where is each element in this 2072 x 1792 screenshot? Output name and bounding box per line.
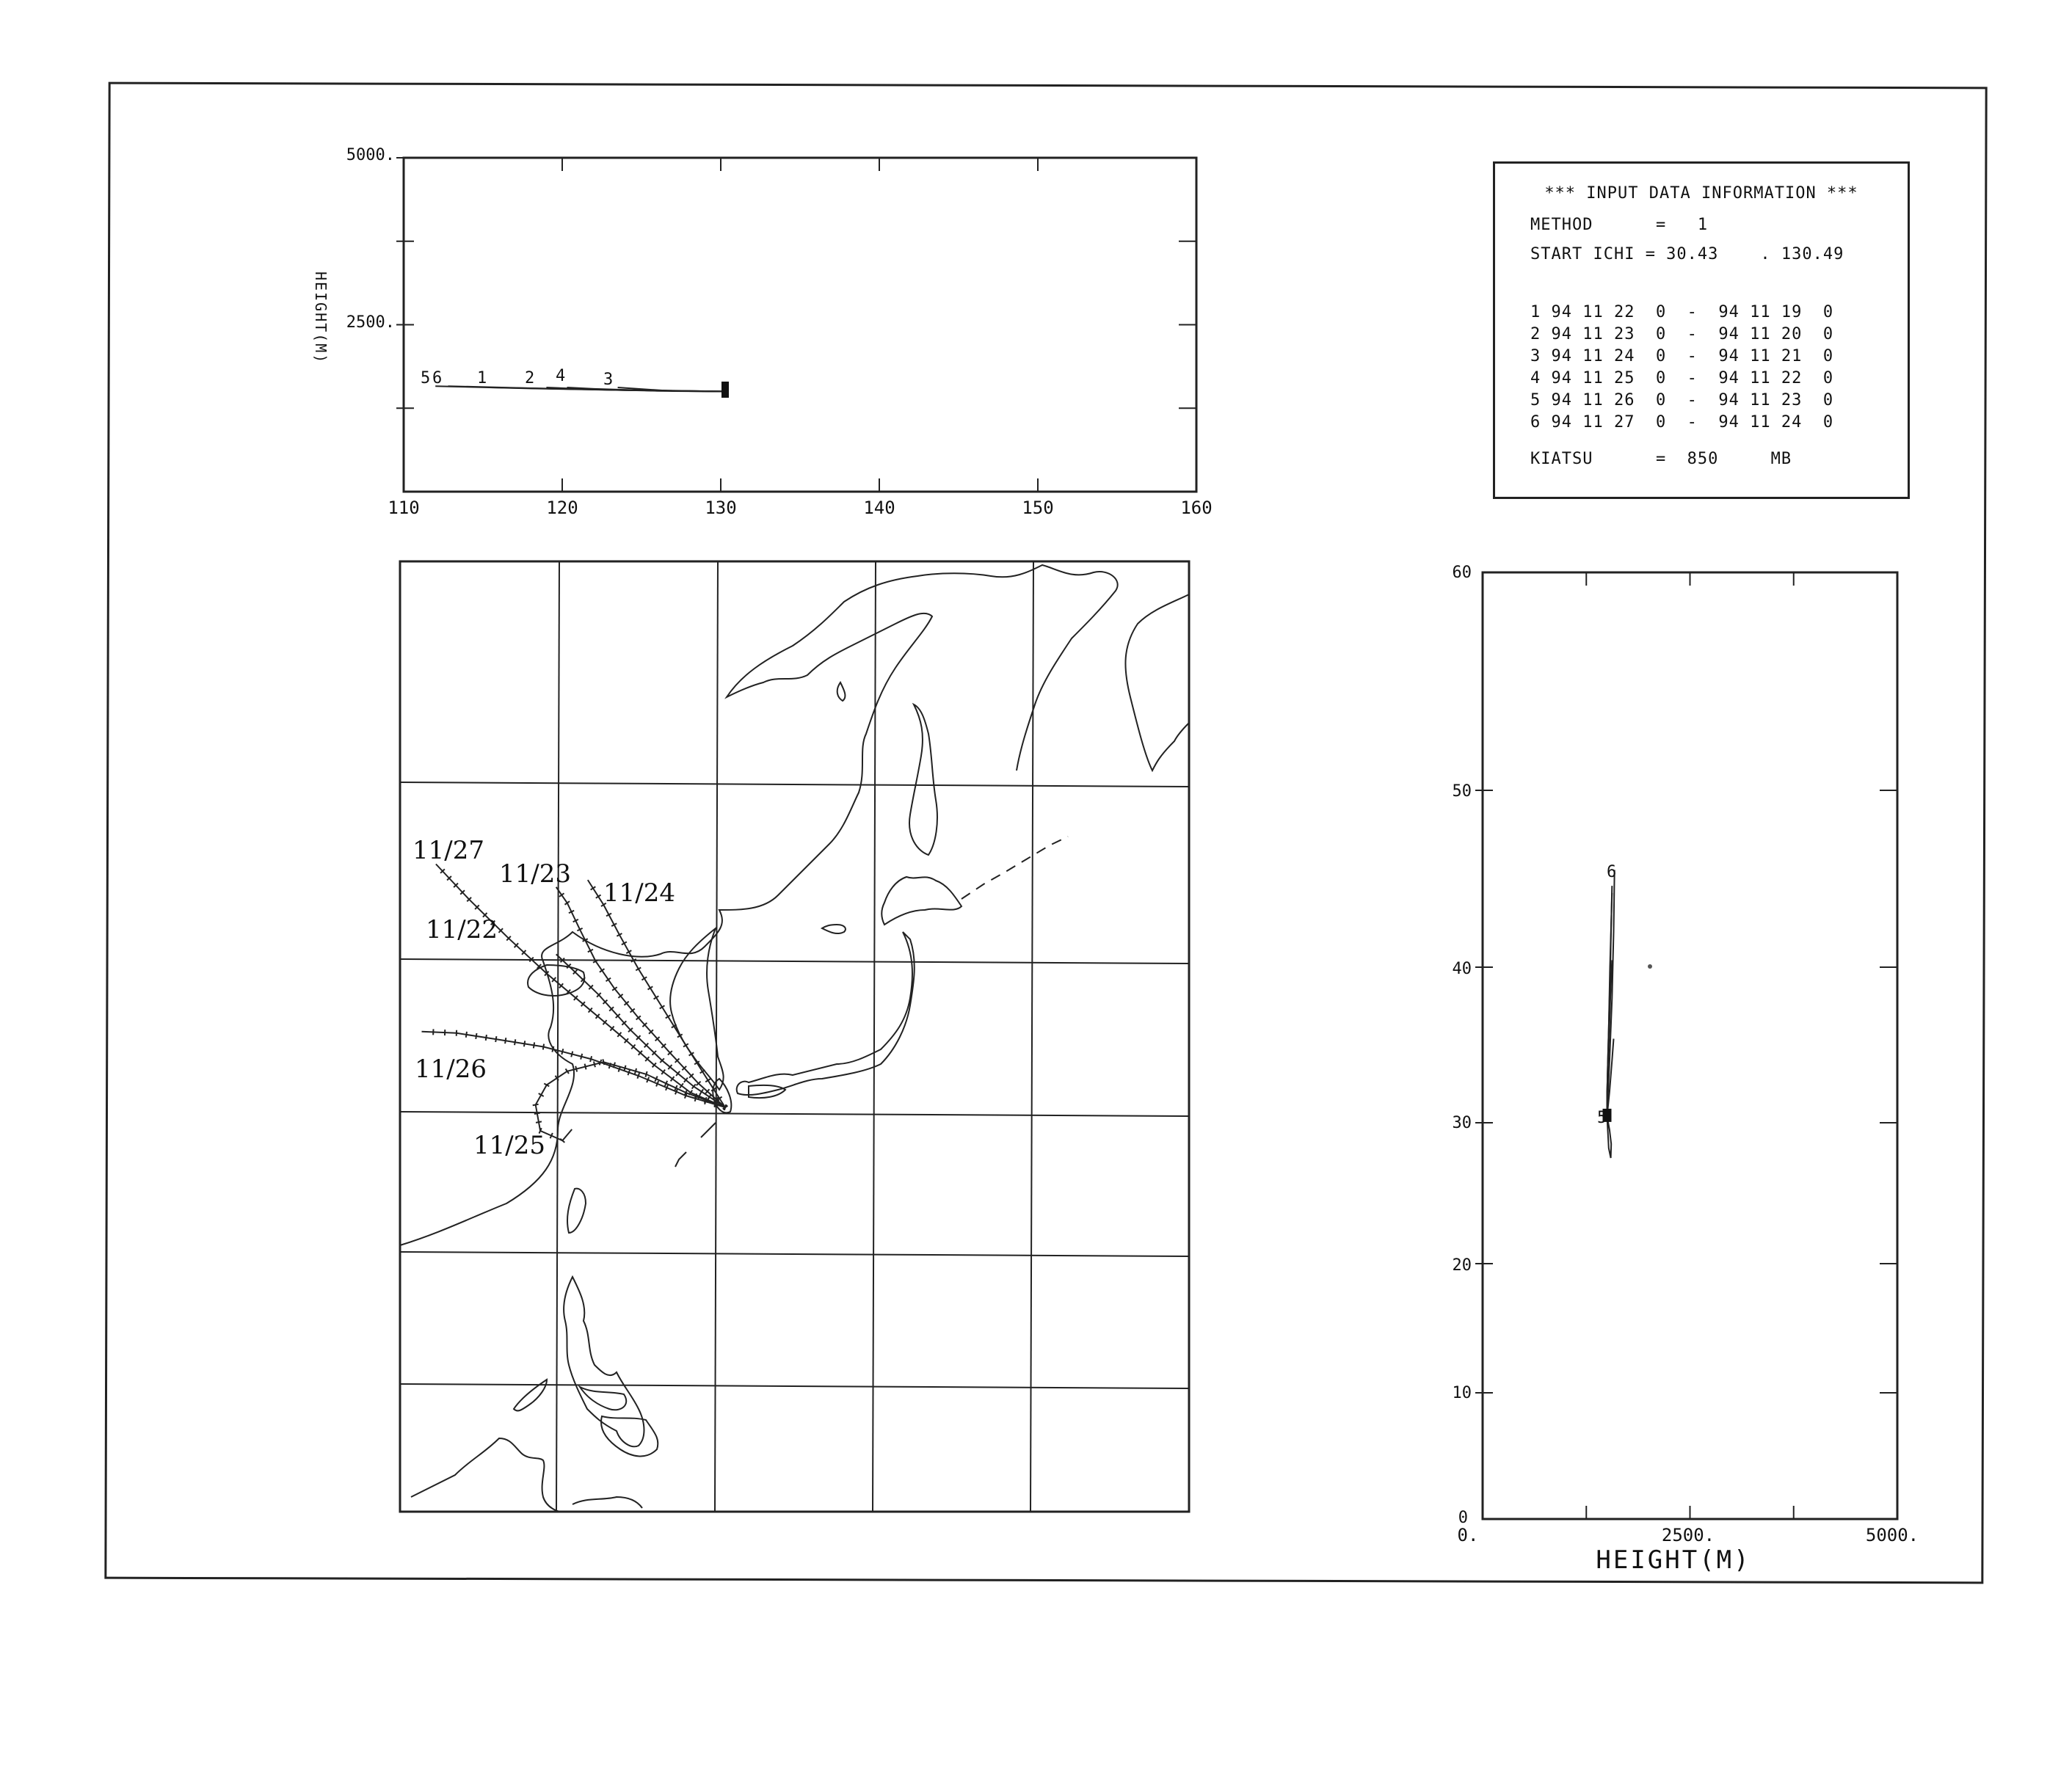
trajectory-label: 11/22 — [426, 915, 498, 944]
panel-frame — [1483, 572, 1897, 1519]
honshu — [737, 932, 915, 1095]
hourly-marker — [571, 1052, 572, 1057]
parallel-50 — [400, 782, 1189, 787]
small-island — [837, 682, 846, 701]
info-row: 1 94 11 22 0 - 94 11 19 0 — [1530, 303, 1834, 321]
x-axis-label: HEIGHT(M) — [1596, 1545, 1751, 1575]
latitude-series-line — [1607, 1116, 1612, 1158]
x-tick-label: 2500. — [1661, 1525, 1715, 1545]
hourly-marker — [524, 1041, 525, 1046]
hourly-marker — [466, 1032, 467, 1038]
coastlines — [400, 565, 1189, 1512]
y-tick-label: 2500. — [346, 313, 395, 332]
hourly-marker — [495, 1036, 496, 1042]
series-label: 1 — [477, 369, 487, 387]
x-tick-label: 160 — [1180, 498, 1213, 518]
parallel-30 — [400, 1112, 1189, 1116]
ryukyu-chain — [675, 1123, 716, 1167]
series-label: 2 — [525, 369, 535, 387]
y-tick-label: 30 — [1452, 1114, 1472, 1132]
start-point-marker — [721, 382, 729, 398]
hourly-marker — [637, 1073, 639, 1079]
hourly-marker — [635, 1068, 636, 1074]
sakhalin — [909, 704, 937, 855]
x-ticks — [396, 158, 1196, 492]
height-series-line — [448, 386, 729, 391]
series-label: 4 — [556, 367, 566, 385]
parallel-40 — [400, 959, 1189, 964]
y-tick-label: 5000. — [346, 146, 395, 164]
hourly-marker — [645, 1071, 647, 1077]
hourly-marker — [590, 1056, 592, 1062]
hourly-marker — [534, 1113, 540, 1114]
trajectory-line — [536, 1062, 725, 1140]
hourly-marker — [536, 1121, 542, 1122]
stray-mark — [1648, 964, 1652, 969]
luzon — [564, 1277, 644, 1446]
series-label: 6 — [1607, 863, 1617, 881]
x-tick-label: 150 — [1022, 498, 1054, 518]
hourly-marker — [581, 1054, 582, 1060]
borneo-coast — [411, 1438, 561, 1512]
map-grid — [400, 561, 1189, 1512]
hourly-marker — [561, 1049, 563, 1055]
x-tick-label: 140 — [863, 498, 895, 518]
shandong — [528, 965, 584, 996]
hourly-marker — [656, 1081, 658, 1086]
latitude-height-panel — [1453, 564, 1919, 1575]
kuril-chain — [962, 837, 1068, 899]
series-label: 6 — [432, 369, 443, 387]
meridian-140 — [873, 561, 876, 1512]
trajectory-group — [422, 864, 728, 1143]
hourly-marker — [575, 1066, 577, 1072]
kamchatka-coast — [1125, 594, 1189, 771]
info-start: START ICHI = 30.43 . 130.49 — [1530, 245, 1844, 263]
info-kiatsu: KIATSU = 850 MB — [1530, 450, 1792, 468]
hourly-marker — [628, 1070, 630, 1076]
shikoku — [749, 1085, 785, 1098]
trajectory-label: 11/26 — [415, 1055, 487, 1084]
parallel-10 — [400, 1384, 1189, 1388]
info-row: 6 94 11 27 0 - 94 11 24 0 — [1530, 413, 1834, 431]
y-tick-label: 50 — [1452, 782, 1472, 801]
map-frame — [400, 561, 1189, 1512]
hokkaido — [881, 877, 962, 925]
y-tick-label: 40 — [1452, 960, 1472, 978]
trajectory-label: 11/23 — [499, 859, 571, 889]
series-label: 5 — [421, 369, 431, 387]
taiwan — [567, 1189, 586, 1233]
y-ticks — [1475, 572, 1897, 1519]
height-longitude-panel — [312, 146, 1213, 518]
x-tick-label: 0. — [1457, 1525, 1479, 1545]
series-label: 3 — [603, 371, 614, 389]
y-axis-label: HEIGHT(M) — [312, 272, 330, 365]
meridian-120 — [556, 561, 559, 1512]
parallel-20 — [400, 1252, 1189, 1256]
info-method: METHOD = 1 — [1530, 216, 1709, 234]
info-header: *** INPUT DATA INFORMATION *** — [1544, 184, 1858, 203]
hourly-marker — [600, 1060, 602, 1066]
hourly-marker — [666, 1085, 668, 1090]
y-tick-label: 0 — [1458, 1509, 1468, 1527]
trajectory-line — [588, 880, 725, 1107]
hourly-marker — [594, 1062, 595, 1068]
hourly-marker — [486, 1035, 487, 1041]
trajectory-label: 11/25 — [473, 1131, 545, 1160]
y-tick-label: 20 — [1452, 1256, 1472, 1275]
visayas — [580, 1387, 626, 1410]
x-tick-label: 130 — [705, 498, 737, 518]
info-row: 4 94 11 25 0 - 94 11 22 0 — [1530, 369, 1834, 387]
info-row: 2 94 11 23 0 - 94 11 20 0 — [1530, 325, 1834, 343]
trajectory-label: 11/24 — [603, 878, 675, 908]
meridian-150 — [1030, 561, 1033, 1512]
info-row: 5 94 11 26 0 - 94 11 23 0 — [1530, 391, 1834, 409]
x-tick-label: 110 — [388, 498, 420, 518]
series-label: 5 — [1597, 1109, 1607, 1127]
hourly-marker — [505, 1038, 506, 1043]
trajectory-line — [556, 887, 725, 1107]
sulawesi-coast — [572, 1497, 642, 1508]
hourly-marker — [533, 1104, 539, 1105]
hourly-marker — [647, 1077, 649, 1082]
info-row: 3 94 11 24 0 - 94 11 21 0 — [1530, 347, 1834, 365]
y-tick-label: 10 — [1452, 1384, 1472, 1402]
x-tick-label: 5000. — [1865, 1525, 1919, 1545]
hourly-marker — [585, 1064, 586, 1070]
panel-frame — [404, 158, 1196, 492]
trajectory-map-panel — [400, 561, 1189, 1512]
hourly-marker — [543, 1044, 544, 1050]
sado-island — [822, 925, 846, 933]
mindanao — [601, 1416, 658, 1456]
trajectory-label: 11/27 — [412, 836, 484, 865]
x-tick-label: 120 — [546, 498, 578, 518]
y-tick-label: 60 — [1452, 564, 1472, 582]
